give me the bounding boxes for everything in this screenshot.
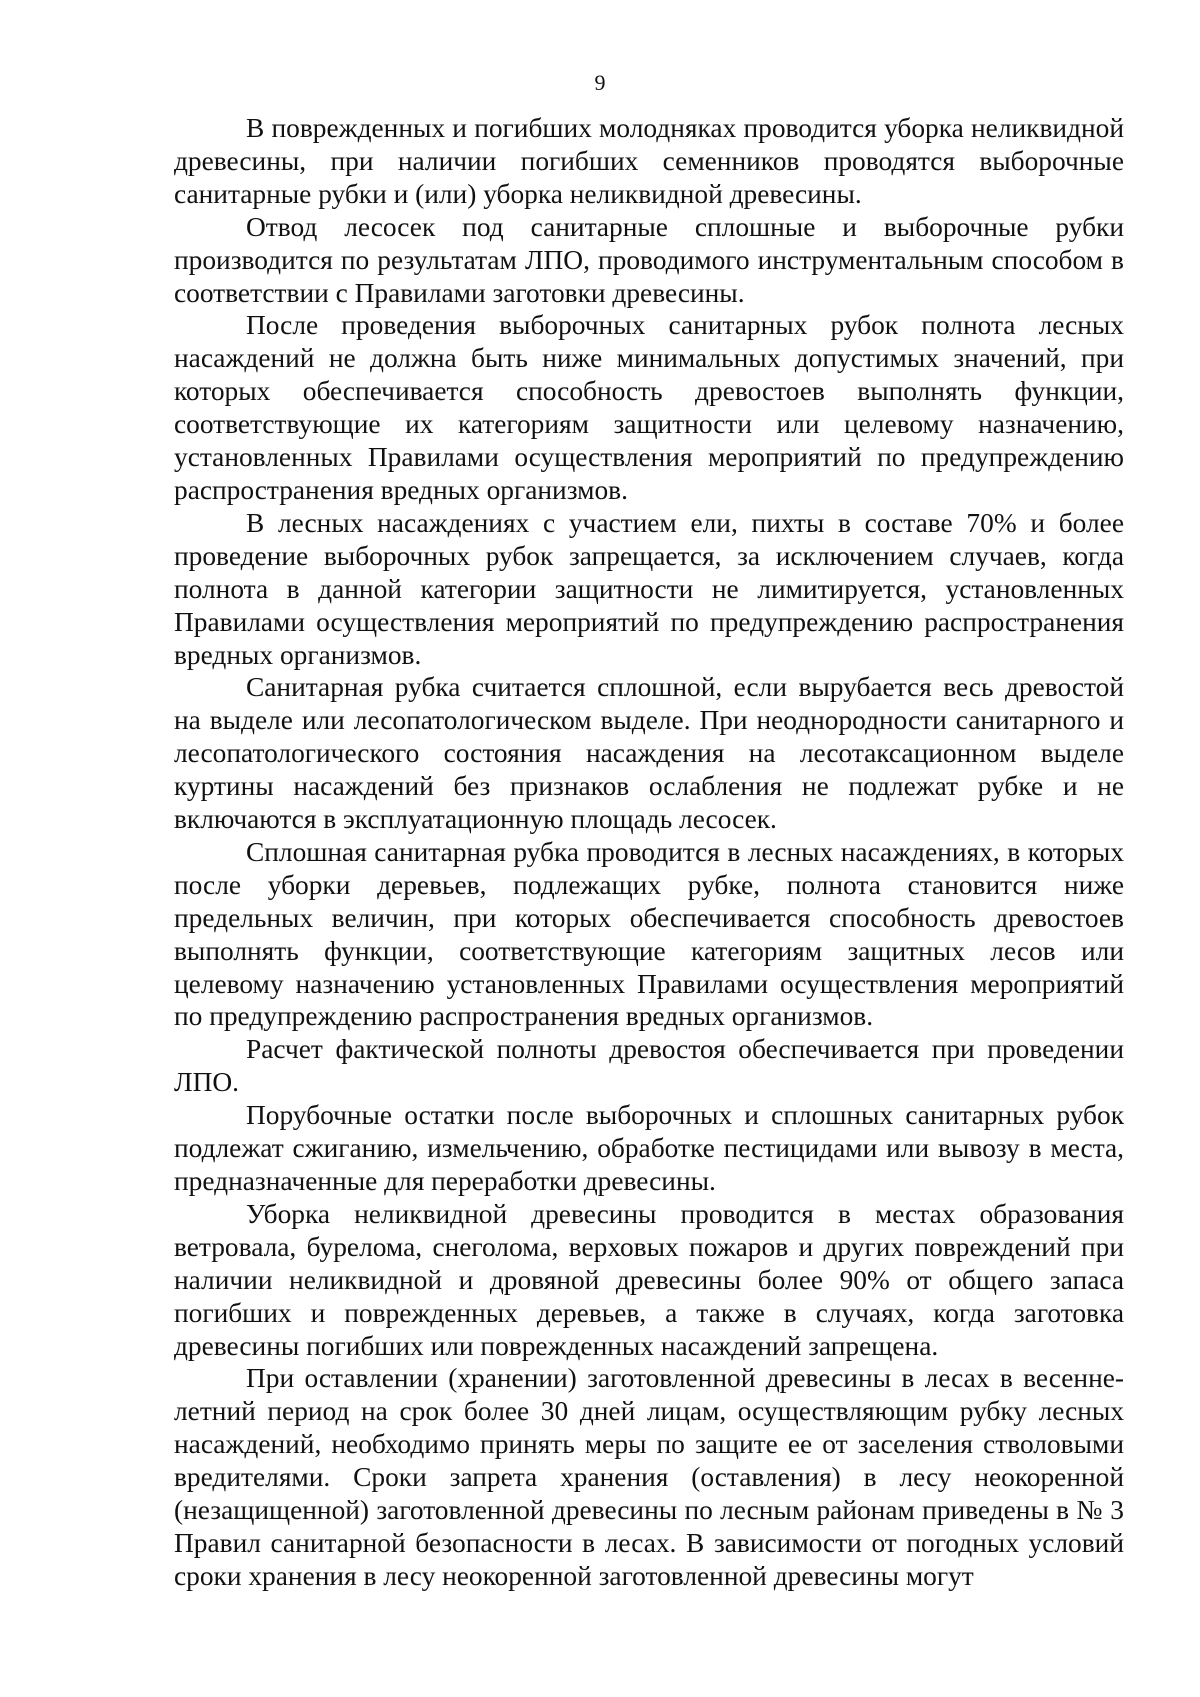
paragraph: Санитарная рубка считается сплошной, если вырубается весь древостой на выделе или лесопатологическом выделе. При неоднородности санитарного и лесопатологического состояния насаждения на лесотаксационном выделе куртины насаждений без признаков ослабления не подлежат рубке и не включаются в эксплуатационную площадь лесосек.: [174, 672, 1124, 835]
paragraph: В поврежденных и погибших молодняках проводится уборка неликвидной древесины, при наличии погибших семенников проводятся выборочные санитарные рубки и (или) уборка неликвидной древесины.: [174, 113, 1124, 209]
paragraph: Уборка неликвидной древесины проводится в местах образования ветровала, бурелома, снеголома, верховых пожаров и других повреждений при наличии неликвидной и дровяной древесины более 90% от общего запаса погибших и поврежденных деревьев, а также в случаях, когда заготовка древесины погибших или поврежденных насаждений запрещена.: [174, 1198, 1124, 1361]
page-number: 9: [594, 70, 606, 95]
paragraph: В лесных насаждениях с участием ели, пихты в составе 70% и более проведение выборочных рубок запрещается, за исключением случаев, когда полнота в данной категории защитности не лимитируется, установленных Правилами осуществления мероприятий по предупреждению распространения вредных организмов.: [174, 507, 1124, 670]
paragraph: После проведения выборочных санитарных рубок полнота лесных насаждений не должна быть ниже минимальных допустимых значений, при которых обеспечивается способность древостоев выполнять функции, соответствующие их категориям защитности или целевому назначению, установленных Правилами осуществления мероприятий по предупреждению распространения вредных организмов.: [174, 310, 1124, 505]
paragraph: Отвод лесосек под санитарные сплошные и выборочные рубки производится по результатам ЛПО, проводимого инструментальным способом в соответствии с Правилами заготовки древесины.: [174, 211, 1124, 308]
document-body: [174, 112, 1124, 1593]
paragraph: Порубочные остатки после выборочных и сплошных санитарных рубок подлежат сжиганию, измельчению, обработке пестицидами или вывозу в места, предназначенные для переработки древесины.: [174, 1100, 1124, 1196]
paragraph: Расчет фактической полноты древостоя обеспечивается при проведении ЛПО.: [174, 1034, 1124, 1098]
paragraph: При оставлении (хранении) заготовленной древесины в лесах в весенне-летний период на срок более 30 дней лицам, осуществляющим рубку лесных насаждений, необходимо принять меры по защите ее от заселения стволовыми вредителями. Сроки запрета хранения (оставления) в лесу неокоренной (незащищенной) заготовленной древесины по лесным районам приведены в № 3 Правил санитарной безопасности в лесах. В зависимости от погодных условий сроки хранения в лесу неокоренной заготовленной древесины могут: [174, 1363, 1124, 1591]
paragraph: Сплошная санитарная рубка проводится в лесных насаждениях, в которых после уборки деревьев, подлежащих рубке, полнота становится ниже предельных величин, при которых обеспечивается способность древостоев выполнять функции, соответствующие категориям защитных лесов или целевому назначению установленных Правилами осуществления мероприятий по предупреждению распространения вредных организмов.: [174, 836, 1124, 1032]
